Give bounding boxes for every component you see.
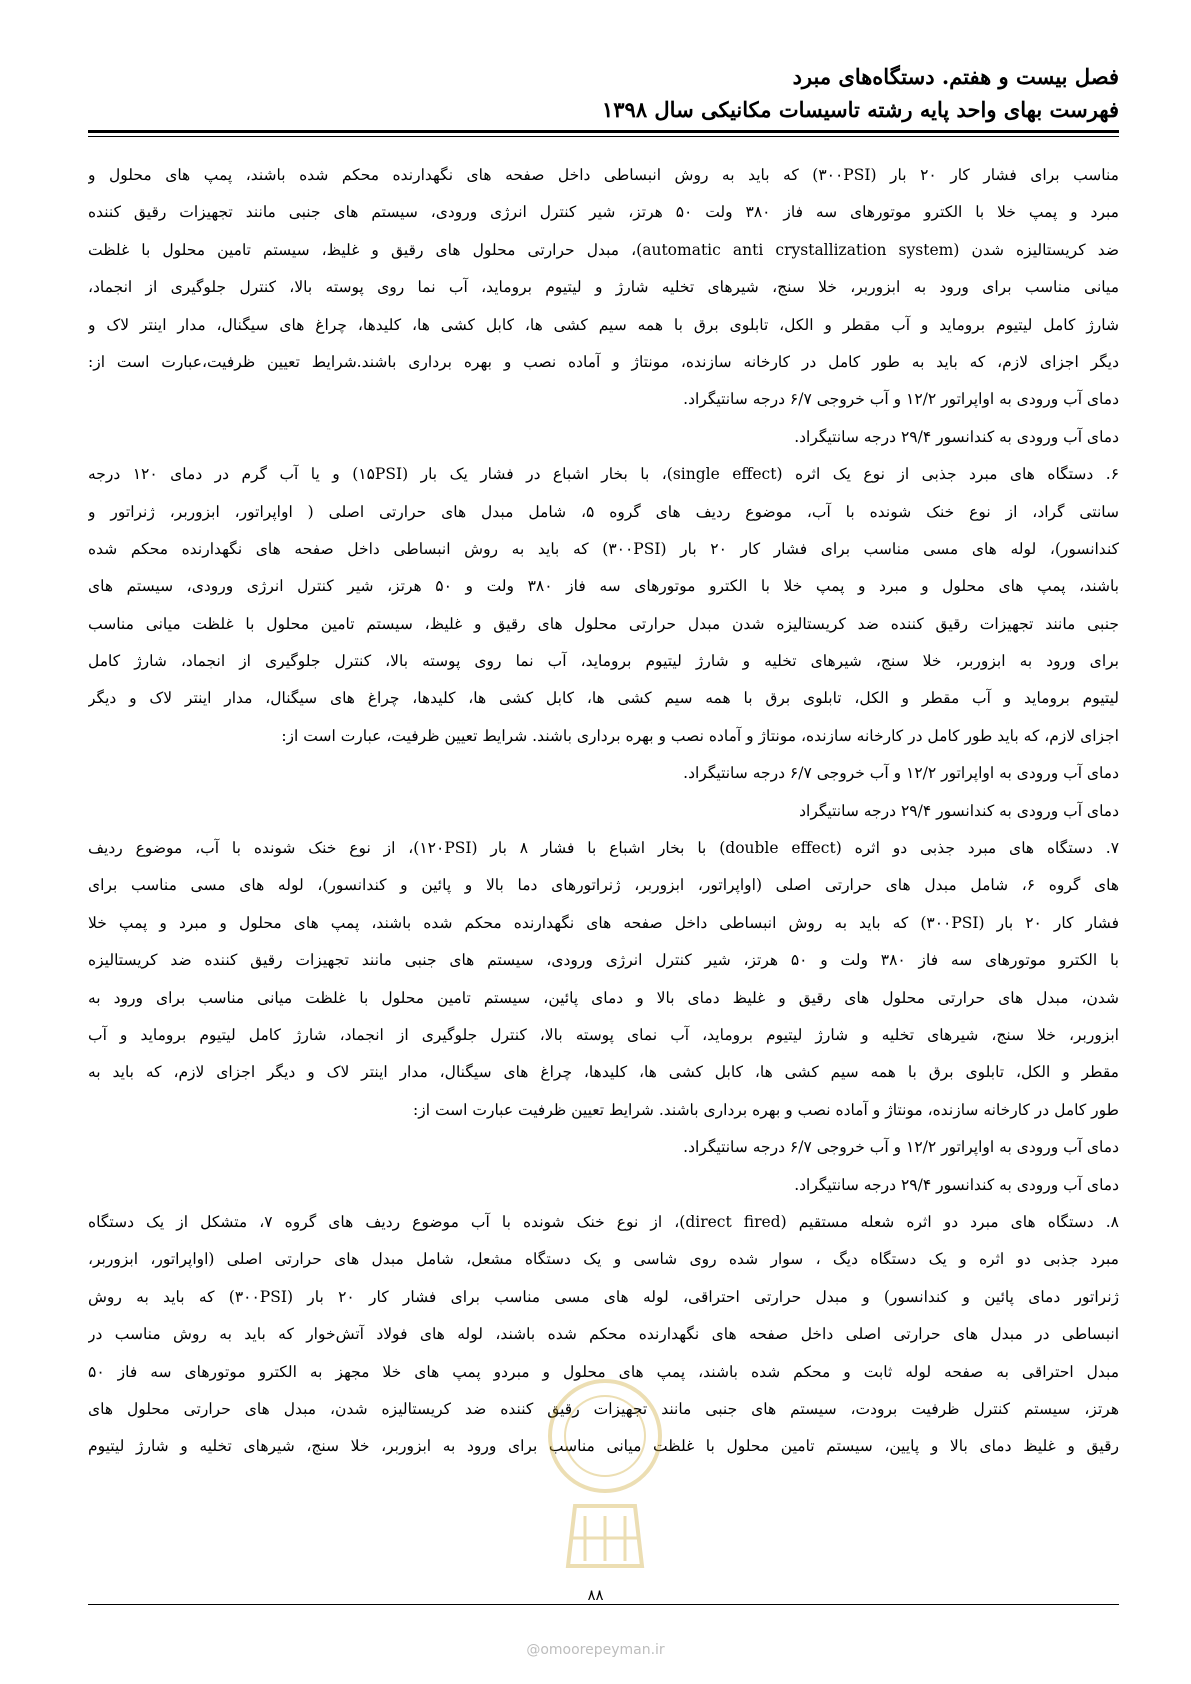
text-line: میانی مناسب برای ورود به ابزوربر، خلا سنج، شیرهای تخلیه شارژ و لیتیوم بروماید، آب نما روی پوسته بالا، کنترل جلوگیری از انجماد، bbox=[88, 278, 1119, 297]
text-line: انبساطی در مبدل های حرارتی اصلی داخل صفحه های نگهدارنده محکم شده باشند، لوله های فولاد آتش‌خوار که باید به روش مناسب در bbox=[88, 1325, 1119, 1344]
body-text bbox=[88, 157, 1119, 1466]
text-line: مناسب برای فشار کار ۲۰ بار (۳۰۰PSI) که باید به روش انبساطی داخل صفحه های نگهدارنده محکم شده باشند، پمپ های محلول و bbox=[88, 166, 1119, 184]
text-line: با الکترو موتورهای سه فاز ۳۸۰ ولت و ۵۰ هرتز، شیر کنترل انرژی ورودی، سیستم های جنبی مانند تجهیزات رقیق کننده ضد کریستالیزه bbox=[88, 951, 1119, 970]
text-line: دمای آب ورودی به اواپراتور ۱۲/۲ و آب خروجی ۶/۷ درجه سانتیگراد. bbox=[683, 390, 1119, 409]
text-line: دمای آب ورودی به کندانسور ۲۹/۴ درجه سانتیگراد. bbox=[794, 427, 1119, 446]
text-line: سانتی گراد، از نوع خنک شونده با آب، موضوع ردیف های گروه ۵، شامل مبدل های حرارتی اصلی ( اواپراتور، ابزوربر، ژنراتور و bbox=[88, 502, 1119, 521]
item-6-start: ۶. دستگاه های مبرد جذبی از نوع یک اثره (single effect)، با بخار اشباع در فشار یک بار (۱۵PSI) و یا آب گرم در دمای ۱۲۰ درجه bbox=[88, 465, 1119, 484]
text-line: های گروه ۶، شامل مبدل های حرارتی اصلی (اواپراتور، ابزوربر، ژنراتورهای دما بالا و پائین و کندانسور)، لوله های مسی مناسب برای bbox=[88, 876, 1119, 895]
text-line: دیگر اجزای لازم، که باید به طور کامل در کارخانه سازنده، مونتاژ و آماده نصب و بهره برداری باشند.شرایط تعیین ظرفیت،عبارت است از: bbox=[88, 352, 1119, 371]
text-line: مبرد و پمپ خلا با الکترو موتورهای سه فاز ۳۸۰ ولت ۵۰ هرتز، شیر کنترل انرژی ورودی، سیستم های جنبی مانند تجهیزات رقیق کننده bbox=[88, 203, 1119, 222]
text-line: اجزای لازم، که باید طور کامل در کارخانه سازنده، مونتاژ و آماده نصب و بهره برداری باشند. شرایط تعیین ظرفیت، عبارت است از: bbox=[281, 726, 1119, 745]
chapter-title: فصل بیست و هفتم. دستگاه‌های مبرد bbox=[792, 64, 1119, 89]
text-line: ابزوربر، خلا سنج، شیرهای تخلیه و شارژ لیتیوم بروماید، آب نمای پوسته بالا، کنترل جلوگیری از انجماد، شارژ کامل لیتیوم بروماید و آب bbox=[88, 1025, 1119, 1044]
text-line: لیتیوم بروماید و آب مقطر و الکل، تابلوی برق با همه سیم کشی ها، کابل کشی ها، کلیدها، چراغ های سیگنال، مدار اینتر لاک و دیگر bbox=[88, 689, 1119, 708]
watermark-seal bbox=[530, 1366, 680, 1596]
text-line: ضد کریستالیزه شدن (automatic anti crystallization system)، مبدل حرارتی محلول های رقیق و غلیظ، سیستم تامین محلول با غلظت bbox=[88, 240, 1119, 259]
text-line: باشند، پمپ های محلول و مبرد و پمپ خلا با الکترو موتورهای سه فاز ۳۸۰ ولت و ۵۰ هرتز، شیر کنترل انرژی ورودی، سیستم های bbox=[88, 577, 1119, 596]
site-url: @omoorepeyman.ir bbox=[526, 1642, 665, 1658]
text-line: مبدل احتراقی به صفحه لوله ثابت و محکم شده باشند، پمپ های محلول و مبردو پمپ های خلا مجهز به الکترو موتورهای سه فاز ۵۰ bbox=[88, 1362, 1119, 1381]
text-line: دمای آب ورودی به اواپراتور ۱۲/۲ و آب خروجی ۶/۷ درجه سانتیگراد. bbox=[683, 764, 1119, 783]
header-rule-thin bbox=[88, 136, 1119, 137]
text-line: شارژ کامل لیتیوم بروماید و آب مقطر و الکل، تابلوی برق با همه سیم کشی ها، کابل کشی ها، کلیدها، چراغ های سیگنال، مدار اینتر لاک و bbox=[88, 315, 1119, 334]
text-line: فشار کار ۲۰ بار (۳۰۰PSI) که باید به روش انبساطی داخل صفحه های نگهدارنده محکم شده باشند، پمپ های محلول و مبرد و پمپ خلا bbox=[88, 913, 1119, 932]
text-line: هرتز، سیستم کنترل ظرفیت برودت، سیستم های جنبی مانند تجهیزات رقیق کننده ضد کریستالیزه شدن، مبدل های حرارتی محلول های bbox=[88, 1399, 1119, 1418]
text-line: مقطر و الکل، تابلوی برق با همه سیم کشی ها، کابل کشی ها، کلیدها، چراغ های سیگنال، مدار اینتر لاک و دیگر اجزای لازم، که باید به bbox=[88, 1063, 1119, 1082]
item-8-start: ۸. دستگاه های مبرد دو اثره شعله مستقیم (direct fired)، از نوع خنک شونده با آب موضوع ردیف های گروه ۷، متشکل از یک دستگاه bbox=[88, 1212, 1119, 1231]
text-line: دمای آب ورودی به اواپراتور ۱۲/۲ و آب خروجی ۶/۷ درجه سانتیگراد. bbox=[683, 1138, 1119, 1157]
text-line: ژنراتور دمای پائین و کندانسور) و مبدل حرارتی احتراقی، لوله های مسی مناسب برای فشار کار ۲۰ بار (۳۰۰PSI) که باید به روش bbox=[88, 1287, 1119, 1306]
page-header bbox=[88, 60, 1119, 126]
header-rule-thick bbox=[88, 130, 1119, 133]
text-line: طور کامل در کارخانه سازنده، مونتاژ و آماده نصب و بهره برداری باشند. شرایط تعیین ظرفیت عبارت است از: bbox=[413, 1100, 1119, 1119]
footer-rule bbox=[88, 1604, 1119, 1605]
text-line: دمای آب ورودی به کندانسور ۲۹/۴ درجه سانتیگراد. bbox=[794, 1175, 1119, 1194]
text-line: شدن، مبدل های حرارتی محلول های رقیق و غلیظ دمای بالا و دمای پائین، سیستم تامین محلول با غلظت میانی مناسب برای ورود به bbox=[88, 988, 1119, 1007]
text-line: جنبی مانند تجهیزات رقیق کننده ضد کریستالیزه شدن مبدل حرارتی محلول های رقیق و غلیظ، سیستم تامین محلول با غلظت میانی مناسب bbox=[88, 614, 1119, 633]
text-line: برای ورود به ابزوربر، خلا سنج، شیرهای تخلیه و شارژ لیتیوم بروماید، آب نما روی پوسته بالا، کنترل جلوگیری از انجماد، شارژ کامل bbox=[88, 652, 1119, 671]
text-line: رقیق و غلیظ دمای بالا و پایین، سیستم تامین محلول با غلظت میانی مناسب برای ورود به ابزوربر، خلا سنج، شیرهای تخلیه و شارژ لیتیوم bbox=[88, 1437, 1119, 1456]
text-line: مبرد جذبی دو اثره و یک دستگاه دیگ ، سوار شده روی شاسی و یک دستگاه مشعل، شامل مبدل های حرارتی اصلی (اواپراتور، ابزوربر، bbox=[88, 1250, 1119, 1269]
text-line: دمای آب ورودی به کندانسور ۲۹/۴ درجه سانتیگراد bbox=[799, 801, 1119, 820]
page-number: ۸۸ bbox=[587, 1586, 604, 1604]
item-7-start: ۷. دستگاه های مبرد جذبی دو اثره (double effect) با بخار اشباع با فشار ۸ بار (۱۲۰PSI)، از نوع خنک شونده با آب، موضوع ردیف bbox=[88, 839, 1119, 858]
price-list-title: فهرست بهای واحد پایه رشته تاسیسات مکانیکی سال ۱۳۹۸ bbox=[601, 97, 1119, 122]
text-line: کندانسور)، لوله های مسی مناسب برای فشار کار ۲۰ بار (۳۰۰PSI) که باید به روش انبساطی داخل صفحه های نگهدارنده محکم شده bbox=[88, 539, 1119, 558]
